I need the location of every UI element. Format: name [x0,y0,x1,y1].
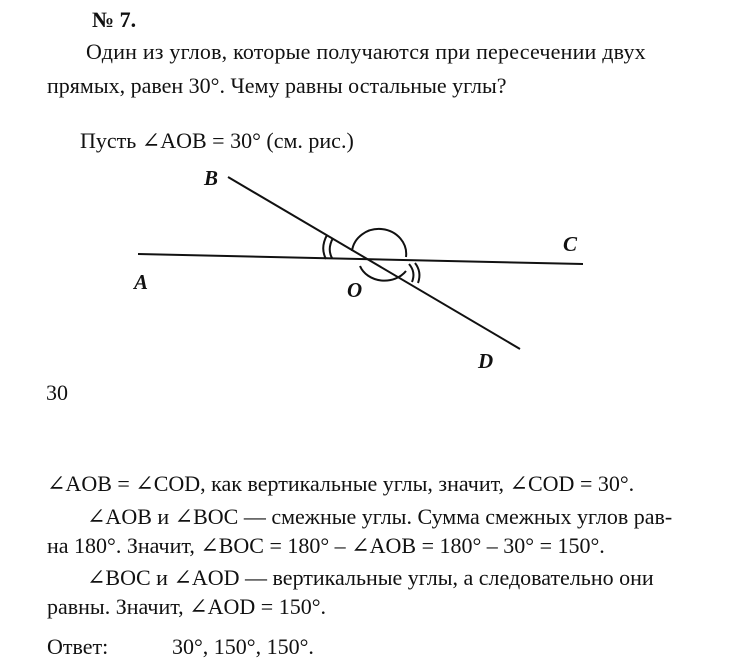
problem-text-line-2: прямых, равен 30°. Чему равны остальные углы? [47,73,507,98]
answer-value: 30°, 150°, 150°. [172,634,314,659]
point-label-b: B [204,166,219,190]
solution-line-1: ∠AOB = ∠COD, как вертикальные углы, значит, ∠COD = 30°. [47,471,635,496]
stray-number: 30 [46,380,68,405]
answer-label: Ответ: [47,634,109,659]
angle-arc-cod-outer [415,263,419,283]
point-label-d: D [478,349,494,373]
line-bd [228,177,520,349]
problem-number: № 7. [92,7,137,32]
solution-line-3: на 180°. Значит, ∠BOC = 180° – ∠AOB = 180° – 30° = 150°. [47,533,605,558]
point-label-c: C [563,232,578,256]
angle-arc-cod-inner [409,264,413,282]
solution-line-5: равны. Значит, ∠AOD = 150°. [47,594,326,619]
solution-intro: Пусть ∠AOB = 30° (см. рис.) [80,128,354,153]
solution-line-2: ∠AOB и ∠BOC — смежные углы. Сумма смежных углов рав- [87,504,673,529]
problem-text-line-1: Один из углов, которые получаются при пересечении двух [86,39,646,64]
solution-line-4: ∠BOC и ∠AOD — вертикальные углы, а следовательно они [87,565,654,590]
point-label-a: A [134,270,149,294]
point-label-o: O [347,278,363,302]
angle-arc-aob-inner [330,238,333,258]
angle-arc-boc [352,229,406,257]
angle-arc-aob-outer [323,235,327,259]
